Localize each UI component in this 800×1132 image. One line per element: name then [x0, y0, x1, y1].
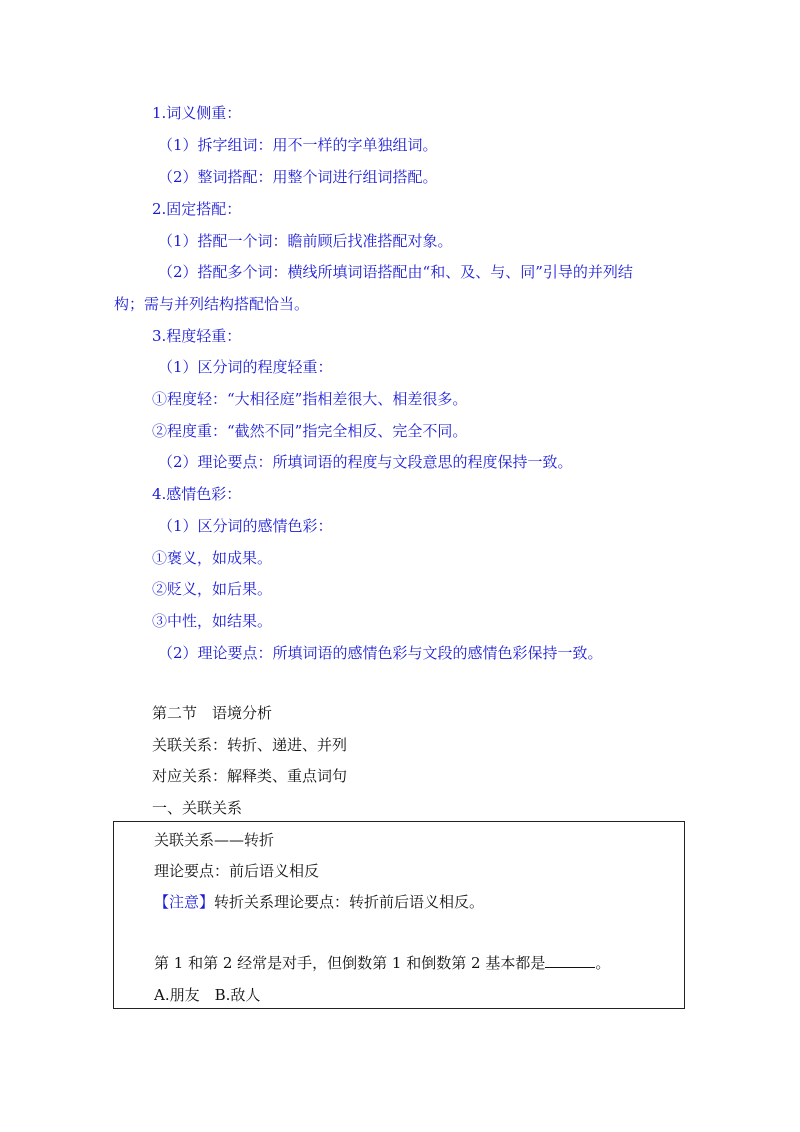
box-question — [154, 953, 610, 973]
item-multi-collocation-cont: 构；需与并列结构搭配恰当。 — [114, 295, 310, 313]
item-multi-collocation: （2）搭配多个词：横线所填词语搭配由“和、及、与、同”引导的并列结 — [158, 263, 633, 281]
item-split-words: （1）拆字组词：用不一样的字单独组词。 — [158, 136, 438, 154]
item-degree-distinguish: （1）区分词的程度轻重： — [158, 358, 333, 376]
item-degree-heavy: ②程度重：“截然不同”指完全相反、完全不同。 — [152, 422, 468, 440]
heading-degree: 3.程度轻重： — [152, 327, 242, 345]
item-emotion-distinguish: （1）区分词的感情色彩： — [158, 517, 333, 535]
item-degree-light: ①程度轻：“大相径庭”指相差很大、相差很多。 — [152, 390, 468, 408]
correspondence-types: 对应关系：解释类、重点词句 — [152, 767, 348, 785]
heading-emotion: 4.感情色彩： — [152, 485, 242, 503]
question-end: 。 — [595, 954, 611, 972]
item-neutral: ③中性，如结果。 — [152, 612, 273, 630]
note-text: 转折关系理论要点：转折前后语义相反。 — [214, 893, 485, 911]
item-single-collocation: （1）搭配一个词：瞻前顾后找准搭配对象。 — [158, 232, 453, 250]
section-heading: 第二节 语境分析 — [152, 704, 273, 722]
box-options: A.朋友 B.敌人 — [154, 986, 261, 1004]
item-whole-word: （2）整词搭配：用整个词进行组词搭配。 — [158, 168, 438, 186]
relation-types: 关联关系：转折、递进、并列 — [152, 736, 348, 754]
item-positive: ①褒义，如成果。 — [152, 549, 273, 567]
answer-blank — [545, 953, 595, 968]
item-degree-theory: （2）理论要点：所填词语的程度与文段意思的程度保持一致。 — [158, 453, 573, 471]
example-box — [113, 821, 685, 1009]
heading-word-meaning: 1.词义侧重： — [152, 104, 242, 122]
sub-heading: 一、关联关系 — [152, 799, 243, 817]
question-text: 第 1 和第 2 经常是对手，但倒数第 1 和倒数第 2 基本都是 — [154, 954, 546, 972]
heading-fixed-collocation: 2.固定搭配： — [152, 200, 242, 218]
item-emotion-theory: （2）理论要点：所填词语的感情色彩与文段的感情色彩保持一致。 — [158, 644, 603, 662]
box-title: 关联关系——转折 — [154, 831, 275, 849]
note-tag: 【注意】 — [154, 893, 215, 911]
box-note — [154, 892, 484, 912]
item-negative: ②贬义，如后果。 — [152, 580, 273, 598]
box-theory: 理论要点：前后语义相反 — [154, 862, 320, 880]
